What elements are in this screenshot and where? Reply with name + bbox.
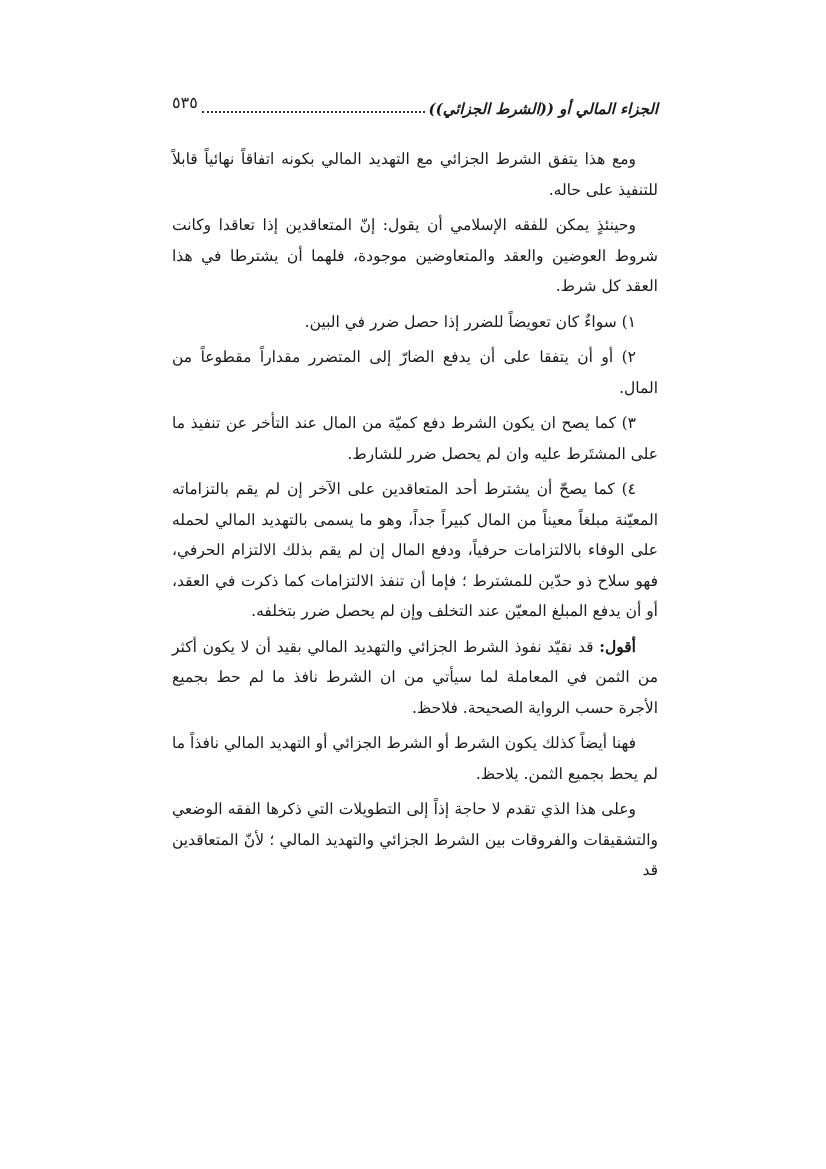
paragraph-text: وحينئذٍ يمكن للفقه الإسلامي أن يقول: إنّ المتعاقدين إذا تعاقدا وكانت شروط العوضين والعقد والمتعاوضين موجودة، فلهما أن يشترطا في هذا العقد كل شرط. [172,216,658,295]
page-header [172,90,658,118]
list-item-text: ٢) أو أن يتفقا على أن يدفع الضارّ إلى المتضرر مقداراً مقطوعاً من المال. [172,348,658,397]
list-item-text: ١) سواءٌ كان تعويضاً للضرر إذا حصل ضرر في البين. [304,312,636,331]
document-page [172,90,658,891]
dotted-leader [202,110,425,113]
page-number: ٥٣٥ [172,93,198,112]
paragraph-text: فهنا أيضاً كذلك يكون الشرط أو الشرط الجزائي أو التهديد المالي نافذاً ما لم يحط بجميع الثمن. يلاحظ. [172,734,658,783]
paragraph-text: ومع هذا يتفق الشرط الجزائي مع التهديد المالي بكونه اتفاقاً نهائياً قابلاً للتنفيذ على حاله. [172,150,658,199]
list-item [172,342,658,403]
list-item [172,474,658,627]
paragraph-text: قد نقيّد نفوذ الشرط الجزائي والتهديد المالي بقيد أن لا يكون أكثر من الثمن في المعاملة لما سيأتي من ان الشرط نافذ ما لم حط بجميع الأجرة حسب الرواية الصحيحة. فلاحظ. [172,637,658,717]
list-item-text: ٣) كما يصح ان يكون الشرط دفع كميّة من المال عند التأخر عن تنفيذ ما على المشتَرط عليه وان لم يحصل ضرر للشارط. [172,414,658,463]
paragraph-lead: أقول: [599,636,636,656]
list-item [172,408,658,469]
running-title: الجزاء المالي أو ((الشرط الجزائي)) [428,100,658,118]
paragraph [172,144,658,205]
paragraph [172,794,658,886]
paragraph [172,632,658,724]
list-item [172,307,658,338]
body-text [172,144,658,886]
paragraph [172,728,658,789]
paragraph-text: وعلى هذا الذي تقدم لا حاجة إذاً إلى التطويلات التي ذكرها الفقه الوضعي والتشقيقات والفروقات بين الشرط الجزائي والتهديد المالي ؛ لأنّ المتعاقدين قد [172,800,658,879]
paragraph [172,210,658,302]
list-item-text: ٤) كما يصحّ أن يشترط أحد المتعاقدين على الآخر إن لم يقم بالتزاماته المعيّنة مبلغاً معيناً من المال كبيراً جداً، وهو ما يسمى بالتهديد المالي لحمله على الوفاء بالالتزامات حرفياً، ودفع المال إن لم يقم بذلك الالتزام الحرفي، فهو سلاح ذو حدّين للمشترط ؛ فإما أن تنفذ الالتزامات كما ذكرت في العقد، أو أن يدفع المبلغ المعيّن عند التخلف وإن لم يحصل ضرر بتخلفه. [172,480,658,620]
